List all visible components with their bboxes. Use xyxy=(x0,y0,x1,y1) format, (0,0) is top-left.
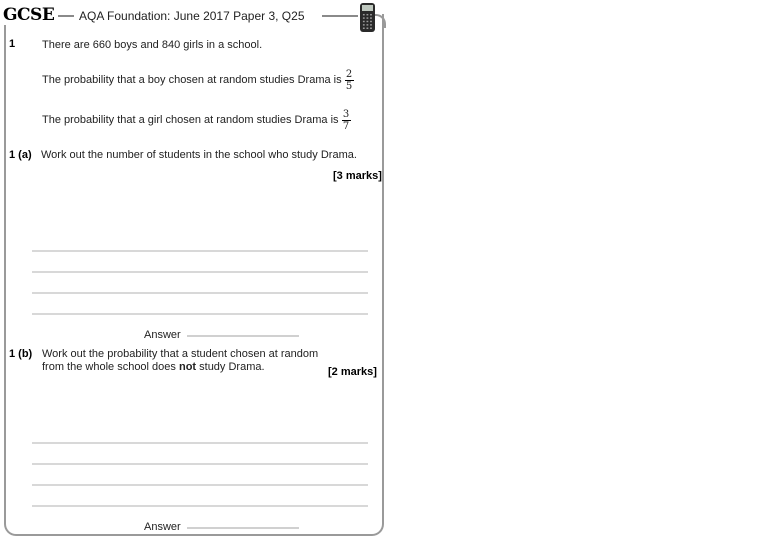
header-rule-right xyxy=(322,15,358,17)
working-line xyxy=(32,250,368,252)
question-number: 1 xyxy=(9,38,16,50)
part-a-text: Work out the number of students in the school who study Drama. xyxy=(41,149,357,161)
working-line xyxy=(32,484,368,486)
part-a-label: 1 (a) xyxy=(9,149,32,161)
question-stem-line3 xyxy=(42,106,351,134)
working-line xyxy=(32,463,368,465)
boy-fraction xyxy=(345,69,354,92)
page-title: AQA Foundation: June 2017 Paper 3, Q25 xyxy=(79,9,305,23)
question-stem-line2 xyxy=(42,66,354,94)
part-b-answer-label: Answer xyxy=(144,521,181,533)
question-stem-line1: There are 660 boys and 840 girls in a school. xyxy=(42,39,263,51)
working-line xyxy=(32,505,368,507)
part-b-text-line2-prefix: from the whole school does xyxy=(42,361,179,373)
gcse-logo: GCSE xyxy=(3,5,58,25)
part-b-label: 1 (b) xyxy=(9,348,33,360)
girl-fraction-numerator: 3 xyxy=(342,108,350,120)
part-b-text-emphasis: not xyxy=(178,361,197,373)
part-a-answer-field[interactable] xyxy=(187,335,299,337)
working-line xyxy=(32,271,368,273)
boy-probability-text: The probability that a boy chosen at random studies Drama is xyxy=(42,74,342,86)
calculator-icon xyxy=(360,3,375,32)
girl-probability-text: The probability that a girl chosen at random studies Drama is xyxy=(42,114,339,126)
girl-fraction-denominator: 7 xyxy=(342,120,350,132)
working-line xyxy=(32,442,368,444)
part-a-answer-label: Answer xyxy=(144,329,181,341)
part-a-marks: [3 marks] xyxy=(333,170,382,182)
boy-fraction-denominator: 5 xyxy=(345,80,353,92)
part-b-marks: [2 marks] xyxy=(328,366,377,378)
part-b-text-line2 xyxy=(42,361,265,373)
part-b-answer-field[interactable] xyxy=(187,527,299,529)
boy-fraction-numerator: 2 xyxy=(345,68,353,80)
girl-fraction xyxy=(342,109,351,132)
part-b-text-line2-suffix: study Drama. xyxy=(196,361,265,373)
part-b-text-line1: Work out the probability that a student chosen at random xyxy=(42,348,319,360)
working-line xyxy=(32,313,368,315)
working-line xyxy=(32,292,368,294)
